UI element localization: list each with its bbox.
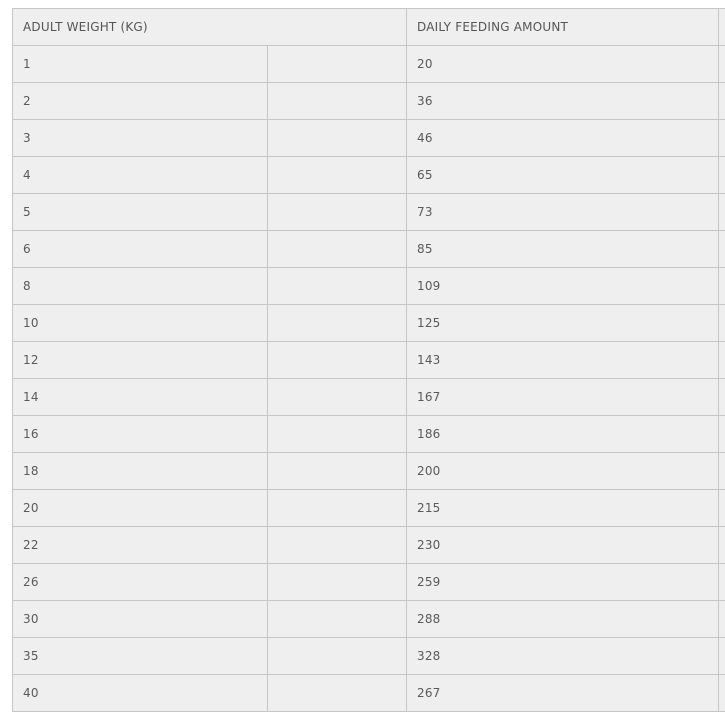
cell-adult-weight: 14 bbox=[13, 379, 268, 416]
cell-edge bbox=[719, 157, 725, 194]
cell-spacer bbox=[268, 120, 407, 157]
cell-spacer bbox=[268, 675, 407, 712]
table-header-row bbox=[13, 9, 725, 46]
cell-spacer bbox=[268, 527, 407, 564]
table-row bbox=[13, 453, 725, 490]
cell-adult-weight: 2 bbox=[13, 83, 268, 120]
cell-daily-feeding-amount: 230 bbox=[407, 527, 719, 564]
table-row bbox=[13, 305, 725, 342]
cell-daily-feeding-amount: 259 bbox=[407, 564, 719, 601]
cell-edge bbox=[719, 231, 725, 268]
table-row bbox=[13, 342, 725, 379]
cell-edge bbox=[719, 527, 725, 564]
header-daily-feeding-amount: DAILY FEEDING AMOUNT bbox=[407, 9, 719, 46]
cell-daily-feeding-amount: 85 bbox=[407, 231, 719, 268]
cell-adult-weight: 8 bbox=[13, 268, 268, 305]
table-row bbox=[13, 46, 725, 83]
cell-spacer bbox=[268, 453, 407, 490]
cell-edge bbox=[719, 83, 725, 120]
cell-edge bbox=[719, 305, 725, 342]
table-row bbox=[13, 120, 725, 157]
cell-adult-weight: 22 bbox=[13, 527, 268, 564]
table-row bbox=[13, 157, 725, 194]
cell-adult-weight: 6 bbox=[13, 231, 268, 268]
cell-daily-feeding-amount: 328 bbox=[407, 638, 719, 675]
cell-adult-weight: 4 bbox=[13, 157, 268, 194]
cell-spacer bbox=[268, 305, 407, 342]
cell-daily-feeding-amount: 288 bbox=[407, 601, 719, 638]
cell-edge bbox=[719, 268, 725, 305]
cell-spacer bbox=[268, 268, 407, 305]
cell-edge bbox=[719, 453, 725, 490]
cell-edge bbox=[719, 675, 725, 712]
cell-spacer bbox=[268, 46, 407, 83]
table-row bbox=[13, 601, 725, 638]
cell-spacer bbox=[268, 379, 407, 416]
cell-edge bbox=[719, 46, 725, 83]
cell-daily-feeding-amount: 65 bbox=[407, 157, 719, 194]
cell-edge bbox=[719, 638, 725, 675]
cell-edge bbox=[719, 379, 725, 416]
cell-spacer bbox=[268, 490, 407, 527]
cell-spacer bbox=[268, 638, 407, 675]
feeding-table-container bbox=[12, 8, 725, 712]
cell-daily-feeding-amount: 46 bbox=[407, 120, 719, 157]
cell-edge bbox=[719, 601, 725, 638]
cell-spacer bbox=[268, 416, 407, 453]
cell-adult-weight: 10 bbox=[13, 305, 268, 342]
table-row bbox=[13, 268, 725, 305]
cell-spacer bbox=[268, 157, 407, 194]
cell-adult-weight: 40 bbox=[13, 675, 268, 712]
table-row bbox=[13, 231, 725, 268]
cell-spacer bbox=[268, 601, 407, 638]
header-adult-weight: ADULT WEIGHT (KG) bbox=[13, 9, 407, 46]
cell-daily-feeding-amount: 267 bbox=[407, 675, 719, 712]
cell-daily-feeding-amount: 20 bbox=[407, 46, 719, 83]
table-row bbox=[13, 564, 725, 601]
feeding-table bbox=[12, 8, 725, 712]
table-row bbox=[13, 638, 725, 675]
cell-daily-feeding-amount: 73 bbox=[407, 194, 719, 231]
cell-spacer bbox=[268, 194, 407, 231]
cell-daily-feeding-amount: 36 bbox=[407, 83, 719, 120]
cell-edge bbox=[719, 490, 725, 527]
cell-adult-weight: 16 bbox=[13, 416, 268, 453]
table-row bbox=[13, 83, 725, 120]
cell-edge bbox=[719, 120, 725, 157]
cell-adult-weight: 5 bbox=[13, 194, 268, 231]
cell-daily-feeding-amount: 125 bbox=[407, 305, 719, 342]
cell-daily-feeding-amount: 143 bbox=[407, 342, 719, 379]
cell-adult-weight: 30 bbox=[13, 601, 268, 638]
cell-spacer bbox=[268, 83, 407, 120]
cell-daily-feeding-amount: 109 bbox=[407, 268, 719, 305]
table-row bbox=[13, 490, 725, 527]
cell-edge bbox=[719, 416, 725, 453]
cell-daily-feeding-amount: 215 bbox=[407, 490, 719, 527]
cell-daily-feeding-amount: 186 bbox=[407, 416, 719, 453]
cell-spacer bbox=[268, 342, 407, 379]
table-row bbox=[13, 194, 725, 231]
cell-adult-weight: 20 bbox=[13, 490, 268, 527]
table-row bbox=[13, 379, 725, 416]
cell-edge bbox=[719, 194, 725, 231]
table-body bbox=[13, 46, 725, 712]
header-edge-cell bbox=[719, 9, 725, 46]
table-row bbox=[13, 527, 725, 564]
cell-adult-weight: 1 bbox=[13, 46, 268, 83]
cell-edge bbox=[719, 564, 725, 601]
cell-daily-feeding-amount: 167 bbox=[407, 379, 719, 416]
cell-spacer bbox=[268, 564, 407, 601]
cell-adult-weight: 18 bbox=[13, 453, 268, 490]
cell-adult-weight: 26 bbox=[13, 564, 268, 601]
table-row bbox=[13, 675, 725, 712]
cell-adult-weight: 3 bbox=[13, 120, 268, 157]
cell-adult-weight: 35 bbox=[13, 638, 268, 675]
cell-daily-feeding-amount: 200 bbox=[407, 453, 719, 490]
table-row bbox=[13, 416, 725, 453]
cell-edge bbox=[719, 342, 725, 379]
cell-adult-weight: 12 bbox=[13, 342, 268, 379]
cell-spacer bbox=[268, 231, 407, 268]
